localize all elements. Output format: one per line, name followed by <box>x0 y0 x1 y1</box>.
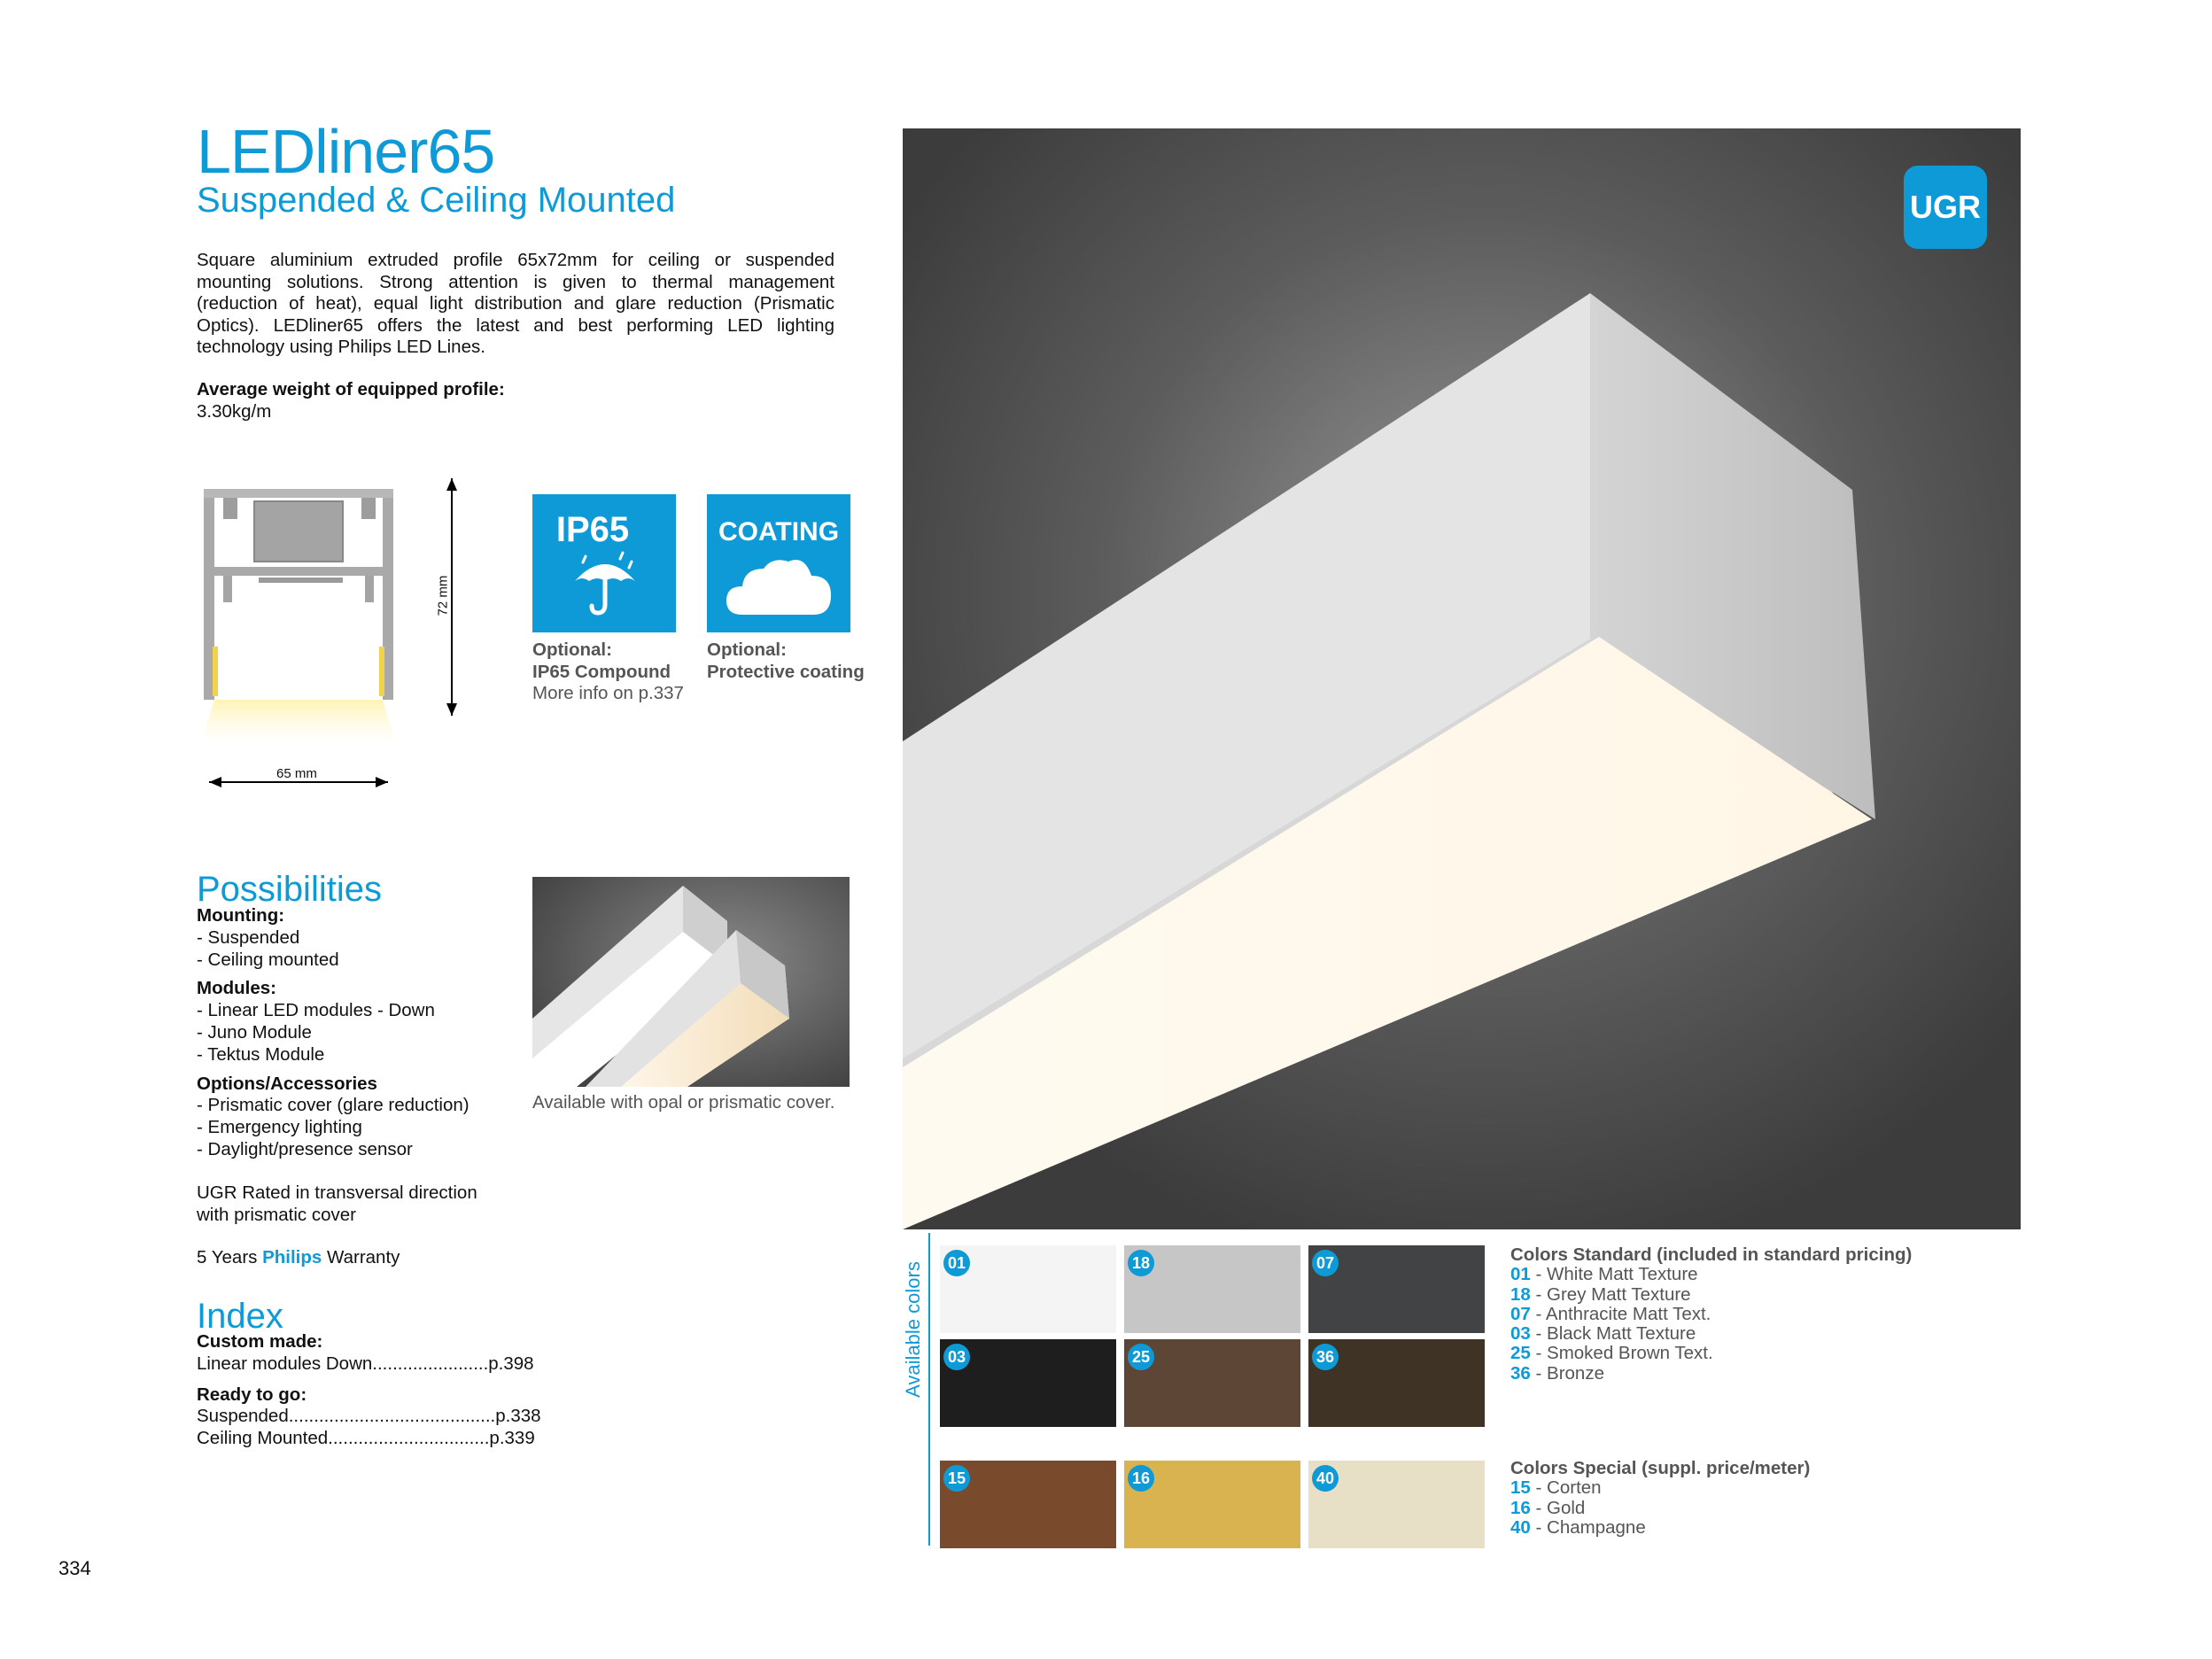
color-swatch[interactable]: 15 <box>940 1461 1116 1548</box>
height-dimension-label: 72 mm <box>435 575 451 616</box>
small-photo-caption: Available with opal or prismatic cover. <box>532 1092 835 1112</box>
index-entry[interactable]: Suspended.........................................p.338 <box>197 1406 541 1427</box>
legend-item: 03 - Black Matt Texture <box>1510 1323 1696 1345</box>
options-label: Options/Accessories <box>197 1073 377 1094</box>
color-swatch[interactable]: 03 <box>940 1339 1116 1427</box>
ready-to-go-label: Ready to go: <box>197 1384 307 1405</box>
available-colors-vertical-label: Available colors <box>902 1261 924 1398</box>
umbrella-rain-icon <box>568 549 642 620</box>
mounting-label: Mounting: <box>197 905 285 926</box>
module-item: - Linear LED modules - Down <box>197 1000 435 1021</box>
standard-colors-heading: Colors Standard (included in standard pricing) <box>1510 1244 1913 1265</box>
legend-item: 36 - Bronze <box>1510 1362 1604 1384</box>
weight-value: 3.30kg/m <box>197 401 272 422</box>
special-colors-heading: Colors Special (suppl. price/meter) <box>1510 1458 1811 1478</box>
product-description: Square aluminium extruded profile 65x72mm for ceiling or suspended mounting solutions. Strong attention is given to thermal management (reduction of heat), equal light distribution and glare reduction (Prismatic Optics). LEDliner65 offers the latest and best performing LED lighting technology using Philips LED Lines. <box>197 250 834 358</box>
module-item: - Tektus Module <box>197 1043 325 1065</box>
standard-colors-legend <box>1510 1245 2006 1384</box>
color-swatch[interactable]: 36 <box>1308 1339 1485 1427</box>
option-item: - Daylight/presence sensor <box>197 1138 413 1159</box>
width-dimension-label: 65 mm <box>276 766 317 781</box>
index-list <box>197 1331 551 1450</box>
legend-item: 16 - Gold <box>1510 1497 1586 1518</box>
coating-badge <box>707 494 850 632</box>
hero-product-photo <box>903 128 2021 1229</box>
ugr-badge: UGR <box>1904 166 1987 249</box>
mounting-item: - Ceiling mounted <box>197 949 339 970</box>
custom-made-label: Custom made: <box>197 1331 323 1352</box>
profile-drawing <box>197 478 480 797</box>
page-number: 334 <box>58 1557 91 1579</box>
legend-item: 07 - Anthracite Matt Text. <box>1510 1303 1711 1324</box>
coating-caption: Optional: Protective coating <box>707 640 865 682</box>
module-item: - Juno Module <box>197 1021 312 1043</box>
legend-item: 18 - Grey Matt Texture <box>1510 1283 1691 1305</box>
legend-item: 01 - White Matt Texture <box>1510 1264 1698 1285</box>
legend-item: 15 - Corten <box>1510 1477 1602 1499</box>
special-colors-legend <box>1510 1459 2006 1538</box>
colors-divider <box>928 1233 930 1546</box>
color-swatch[interactable]: 40 <box>1308 1461 1485 1548</box>
ip65-badge-title: IP65 <box>555 510 630 549</box>
philips-brand: Philips <box>262 1247 322 1268</box>
color-swatch[interactable]: 25 <box>1124 1339 1300 1427</box>
color-swatch[interactable]: 18 <box>1124 1245 1300 1333</box>
option-item: - Emergency lighting <box>197 1117 362 1138</box>
ip65-caption: Optional: IP65 Compound More info on p.337 <box>532 640 684 704</box>
possibilities-heading: Possibilities <box>197 870 382 909</box>
legend-item: 40 - Champagne <box>1510 1516 1646 1538</box>
ip65-badge <box>532 494 676 632</box>
legend-item: 25 - Smoked Brown Text. <box>1510 1343 1713 1364</box>
color-swatch[interactable]: 07 <box>1308 1245 1485 1333</box>
ugr-note: UGR Rated in transversal direction with prismatic cover <box>197 1182 477 1225</box>
option-item: - Prismatic cover (glare reduction) <box>197 1095 470 1116</box>
index-heading: Index <box>197 1297 283 1336</box>
swatch-grid <box>940 1245 1486 1547</box>
mounting-item: - Suspended <box>197 926 300 948</box>
page-subtitle: Suspended & Ceiling Mounted <box>197 181 676 220</box>
warranty-note: 5 Years Philips Warranty <box>197 1247 400 1268</box>
color-swatch[interactable]: 01 <box>940 1245 1116 1333</box>
small-product-photo <box>532 877 850 1087</box>
weight-label: Average weight of equipped profile: <box>197 379 505 399</box>
modules-label: Modules: <box>197 978 276 999</box>
page-title: LEDliner65 <box>197 117 495 186</box>
index-entry[interactable]: Ceiling Mounted................................p.339 <box>197 1428 535 1449</box>
color-swatch[interactable]: 16 <box>1124 1461 1300 1548</box>
coating-badge-title: COATING <box>718 517 840 547</box>
index-entry[interactable]: Linear modules Down.......................p.398 <box>197 1353 534 1374</box>
cloud-icon <box>725 556 834 616</box>
possibilities-list <box>197 905 533 1269</box>
